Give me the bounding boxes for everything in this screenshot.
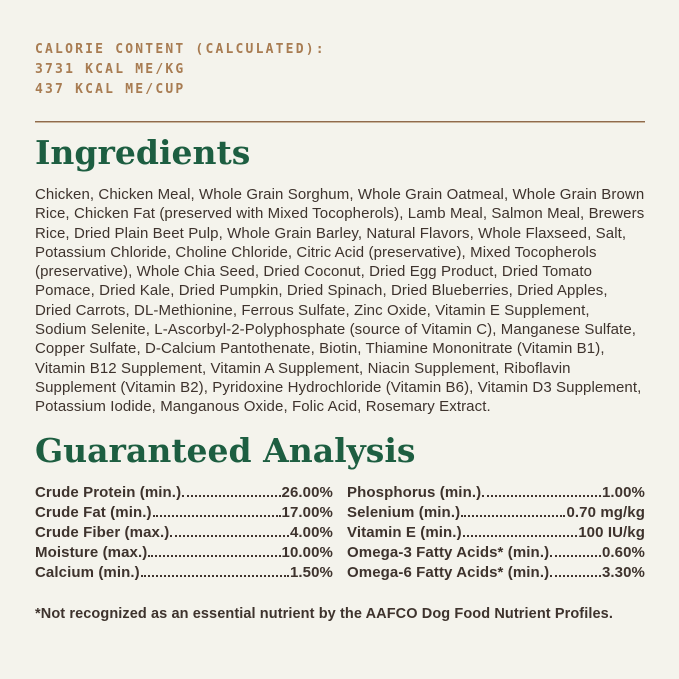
calorie-kcal-per-cup: 437 KCAL ME/CUP <box>35 82 186 97</box>
nutrient-label: Selenium (min.) <box>347 503 461 521</box>
nutrient-label: Omega-6 Fatty Acids* (min.) <box>347 563 550 581</box>
analysis-right-column <box>347 483 645 583</box>
calorie-kcal-per-kg: 3731 KCAL ME/KG <box>35 62 186 77</box>
analysis-row <box>347 503 645 523</box>
analysis-row <box>35 523 333 543</box>
analysis-row <box>347 543 645 563</box>
dot-leader <box>153 515 281 517</box>
nutrient-label: Phosphorus (min.) <box>347 483 482 501</box>
analysis-row <box>35 503 333 523</box>
section-divider-rule <box>35 121 645 123</box>
analysis-row <box>347 523 645 543</box>
nutrient-value: 100 IU/kg <box>578 523 645 541</box>
dot-leader <box>550 575 601 577</box>
dot-leader <box>482 495 601 497</box>
analysis-row <box>35 543 333 563</box>
nutrient-value: 3.30% <box>601 563 645 581</box>
analysis-row <box>347 483 645 503</box>
nutrient-value: 1.50% <box>289 563 333 581</box>
nutrient-value: 0.60% <box>601 543 645 561</box>
nutrient-value: 1.00% <box>601 483 645 501</box>
nutrient-value: 26.00% <box>281 483 333 501</box>
analysis-left-column <box>35 483 333 583</box>
calorie-content-title: CALORIE CONTENT (CALCULATED): <box>35 42 326 57</box>
nutrient-value: 10.00% <box>281 543 333 561</box>
analysis-row <box>35 563 333 583</box>
nutrient-value: 4.00% <box>289 523 333 541</box>
nutrient-label: Moisture (max.) <box>35 543 148 561</box>
ingredients-list-text: Chicken, Chicken Meal, Whole Grain Sorghum, Whole Grain Oatmeal, Whole Grain Brown Rice, Chicken Fat (preserved with Mixed Tocopherols), Lamb Meal, Salmon Meal, Brewers Rice, Dried Plain Beet Pulp, Whole Grain Barley, Natural Flavors, Whole Flaxseed, Salt, Potassium Chloride, Choline Chloride, Citric Acid (preservative), Mixed Tocopherols (preservative), Whole Chia Seed, Dried Coconut, Dried Egg Product, Dried Tomato Pomace, Dried Kale, Dried Pumpkin, Dried Spinach, Dried Blueberries, Dried Apples, Dried Carrots, DL-Methionine, Ferrous Sulfate, Zinc Oxide, Vitamin E Supplement, Sodium Selenite, L-Ascorbyl-2-Polyphosphate (source of Vitamin C), Manganese Sulfate, Copper Sulfate, D-Calcium Pantothenate, Biotin, Thiamine Mononitrate (Vitamin B1), Vitamin B12 Supplement, Vitamin A Supplement, Niacin Supplement, Riboflavin Supplement (Vitamin B2), Pyridoxine Hydrochloride (Vitamin B6), Vitamin D3 Supplement, Potassium Iodide, Manganous Oxide, Folic Acid, Rosemary Extract. <box>35 186 645 416</box>
guaranteed-analysis-table <box>35 483 645 583</box>
nutrient-label: Crude Protein (min.) <box>35 483 182 501</box>
nutrient-value: 17.00% <box>281 503 333 521</box>
nutrient-label: Crude Fat (min.) <box>35 503 152 521</box>
nutrient-label: Calcium (min.) <box>35 563 140 581</box>
guaranteed-analysis-heading: Guaranteed Analysis <box>35 430 416 470</box>
nutrient-label: Crude Fiber (max.) <box>35 523 170 541</box>
analysis-row <box>35 483 333 503</box>
aafco-footnote: *Not recognized as an essential nutrient by the AAFCO Dog Food Nutrient Profiles. <box>35 605 613 622</box>
dot-leader <box>170 535 289 537</box>
dot-leader <box>550 555 601 557</box>
dot-leader <box>182 495 280 497</box>
nutrient-value: 0.70 mg/kg <box>566 503 645 521</box>
dot-leader <box>141 575 289 577</box>
nutrient-label: Vitamin E (min.) <box>347 523 462 541</box>
dot-leader <box>148 555 280 557</box>
dot-leader <box>463 535 578 537</box>
calorie-content-block <box>35 40 645 100</box>
dot-leader <box>461 515 565 517</box>
ingredients-heading: Ingredients <box>35 133 251 172</box>
analysis-row <box>347 563 645 583</box>
nutrient-label: Omega-3 Fatty Acids* (min.) <box>347 543 550 561</box>
